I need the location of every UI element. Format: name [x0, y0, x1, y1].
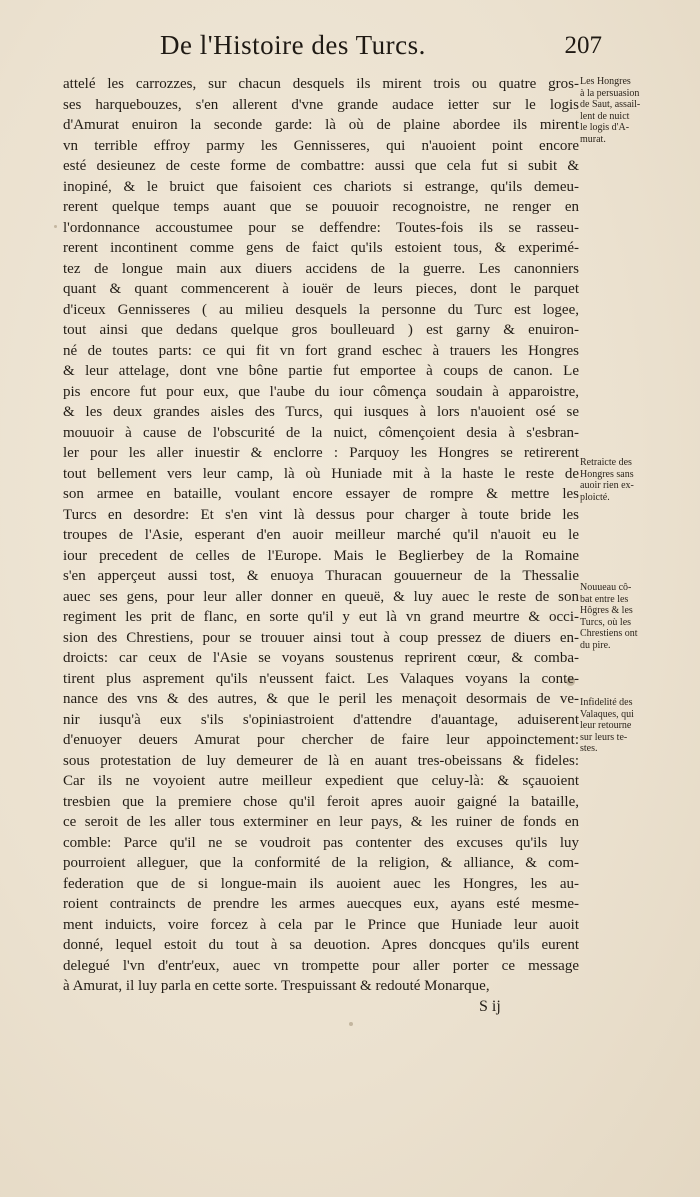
margin-note-nouueau-combat: [580, 582, 680, 651]
margin-note-line: Valaques, qui: [580, 708, 634, 720]
margin-note-line: Infidelité des: [580, 697, 633, 708]
text-line: quant & quant commencerent à iouër de leurs pieces, dont le parquet: [63, 281, 579, 297]
text-line: tez de longue main aux diuers accidens de la guerre. Les canonniers: [63, 260, 579, 277]
margin-note-line: Hôgres & les: [580, 605, 633, 616]
text-line: federation que de si longue-main ils auoient auec les Hongres, les au-: [63, 875, 579, 892]
text-line: nance des vns & des autres, & que le peril les menaçoit desormais de ve-: [63, 691, 579, 707]
text-line: delegué l'vn d'entr'eux, auec vn trompette pour aller porter ce message: [63, 957, 579, 974]
margin-note-line: sur leurs te-: [580, 731, 628, 743]
signature-mark: S ij: [479, 998, 501, 1015]
text-line: d'enuoyer deuers Amurat pour chercher de faire leur appoinctement:: [63, 732, 579, 748]
ink-stain: [349, 1022, 353, 1026]
text-line: rerent incontinent comme gens de faict qu'ils estoient tous, & experimé-: [63, 240, 579, 256]
margin-note-infidelite: [580, 697, 680, 755]
text-line: nir iusqu'à eux s'ils s'opiniastroient d'attendre d'auantage, aduiserent: [63, 711, 579, 728]
text-line: tresbien que la premiere chose qu'il feroit apres auoir gaigné la bataille,: [63, 793, 579, 810]
text-line: roient contraincts de prendre les armes auecques eux, ayans esté mesme-: [63, 896, 579, 912]
text-line: ses harquebouzes, s'en allerent d'vne grande audace ietter sur le logis: [63, 96, 579, 113]
margin-note-line: leur retourne: [580, 720, 632, 731]
text-line: tout ainsi que dedans quelque gros boulleuard ) est garny & enuiron-: [63, 322, 579, 338]
text-line: tout bellement vers leur camp, là où Huniade mit à la haste le reste de: [63, 465, 579, 482]
text-line: ler pour les aller inuestir & enclorre : Parquoy les Hongres se retirerent: [63, 445, 579, 461]
text-line: droicts: car ceux de l'Asie se voyans soustenus reprirent cœur, & comba-: [63, 650, 579, 666]
margin-note-line: lent de nuict: [580, 110, 630, 122]
text-line: pourroient alleguer, que la conformité de la religion, & alliance, & com-: [63, 855, 579, 871]
body-text: [63, 74, 579, 997]
margin-note-line: Nouueau cô-: [580, 582, 632, 593]
text-line: son armee en bataille, voulant encore essayer de rompre & mettre les: [63, 486, 579, 502]
margin-note-line: le logis d'A-: [580, 122, 630, 133]
text-line: troupes de l'Asie, esperant d'en auoir meilleur marché qu'il n'auoit eu le: [63, 527, 579, 543]
margin-note-line: ploicté.: [580, 491, 610, 503]
text-line: ce seroit de les aller tous exterminer en leur pays, & les ruiner de fonds en: [63, 814, 579, 830]
text-line: pis encore fut pour eux, que l'aube du iour cômença soudain à apparoistre,: [63, 383, 579, 400]
text-line: esté desieunez de ceste forme de combattre: aussi que cela fut si subit &: [63, 158, 579, 174]
text-line: Turcs en desordre: Et s'en vint là dessus pour charger à toute bride les: [63, 506, 579, 523]
text-line: comble: Parce qu'il ne se voudroit pas contenter des excuses qu'ils luy: [63, 834, 579, 851]
text-line: regiment les prit de flanc, en sorte qu'il y eut là vn grand meurtre & occi-: [63, 609, 579, 625]
margin-note-line: Hongres sans: [580, 468, 634, 480]
text-line: vn terrible effroy parmy les Gennisseres, qui n'auoient point encore: [63, 137, 579, 154]
text-line: iour precedent de celles de l'Europe. Mais le Beglierbey de la Romaine: [63, 547, 579, 564]
margin-note-line: de Saut, assail-: [580, 99, 641, 110]
page-header: [160, 26, 602, 66]
text-line: tirent plus asprement qu'ils n'eussent faict. Les Valaques voyans la conte-: [63, 670, 579, 687]
margin-note-line: Chrestiens ont: [580, 628, 638, 639]
page-number: 207: [564, 32, 602, 59]
text-line: mouuoir à cause de l'obscurité de la nuict, cômençoient desia à s'esbran-: [63, 424, 579, 441]
margin-note-line: stes.: [580, 743, 598, 754]
text-line: rerent quelque temps auant que se pouuoir recognoistre, ne renger en: [63, 199, 579, 215]
margin-note-line: murat.: [580, 133, 606, 145]
text-line: né de toutes parts: ce qui fit vn fort grand eschec à trauers les Hongres: [63, 342, 579, 359]
margin-note-line: à la persuasion: [580, 87, 640, 99]
margin-note-hongres-assail: [580, 76, 680, 145]
text-line: & leur attelage, dont vne bône partie fut emportee à coups de canon. Le: [63, 363, 579, 379]
text-line: auec ses gens, pour leur aller donner en queuë, & luy auec le reste de son: [63, 588, 579, 605]
margin-note-line: bat entre les: [580, 593, 629, 605]
margin-note-retraicte: [580, 457, 680, 503]
text-line: à Amurat, il luy parla en cette sorte. Trespuissant & redouté Monarque,: [63, 978, 490, 994]
ink-stain: [54, 225, 57, 228]
margin-note-line: Turcs, où les: [580, 616, 632, 628]
margin-note-line: Retraicte des: [580, 457, 632, 468]
text-line: sous protestation de luy demeurer de là en auant tres-obeissans & fideles:: [63, 752, 579, 769]
text-line: ment induicts, voire forcez à cela par le Prince que Huniade leur auoit: [63, 916, 579, 933]
margin-note-line: auoir rien ex-: [580, 480, 634, 491]
text-line: Car ils ne voyoient autre meilleur expedient que celuy-là: & sçauoient: [63, 773, 579, 789]
text-line: s'en apperçeut aussi tost, & enuoya Thuracan gouuerneur de la Thessalie: [63, 568, 579, 584]
margin-note-line: Les Hongres: [580, 76, 631, 87]
margin-note-line: du pire.: [580, 639, 611, 651]
text-line: sion des Chrestiens, pour se trouuer ainsi tout à coup pressez de diuers en-: [63, 629, 579, 646]
running-title: De l'Histoire des Turcs.: [160, 30, 426, 60]
text-line: inopiné, & le bruict que faisoient ces chariots si estrange, qu'ils demeu-: [63, 178, 579, 195]
text-line: donné, lequel estoit du tout à sa deuotion. Apres doncques qu'ils eurent: [63, 937, 579, 953]
text-line: l'ordonnance accoustumee pour se deffendre: Toutes-fois ils se rasseu-: [63, 219, 579, 236]
text-line: d'iceux Gennisseres ( au milieu desquels la personne du Turc est logee,: [63, 301, 579, 318]
text-line: attelé les carrozzes, sur chacun desquels ils mirent trois ou quatre gros-: [63, 76, 579, 92]
text-line: & les deux grandes aisles des Turcs, qui iusques à lors n'auoient osé se: [63, 404, 579, 420]
text-line: d'Amurat enuiron la seconde garde: là où de plaine abordee ils mirent: [63, 117, 579, 133]
